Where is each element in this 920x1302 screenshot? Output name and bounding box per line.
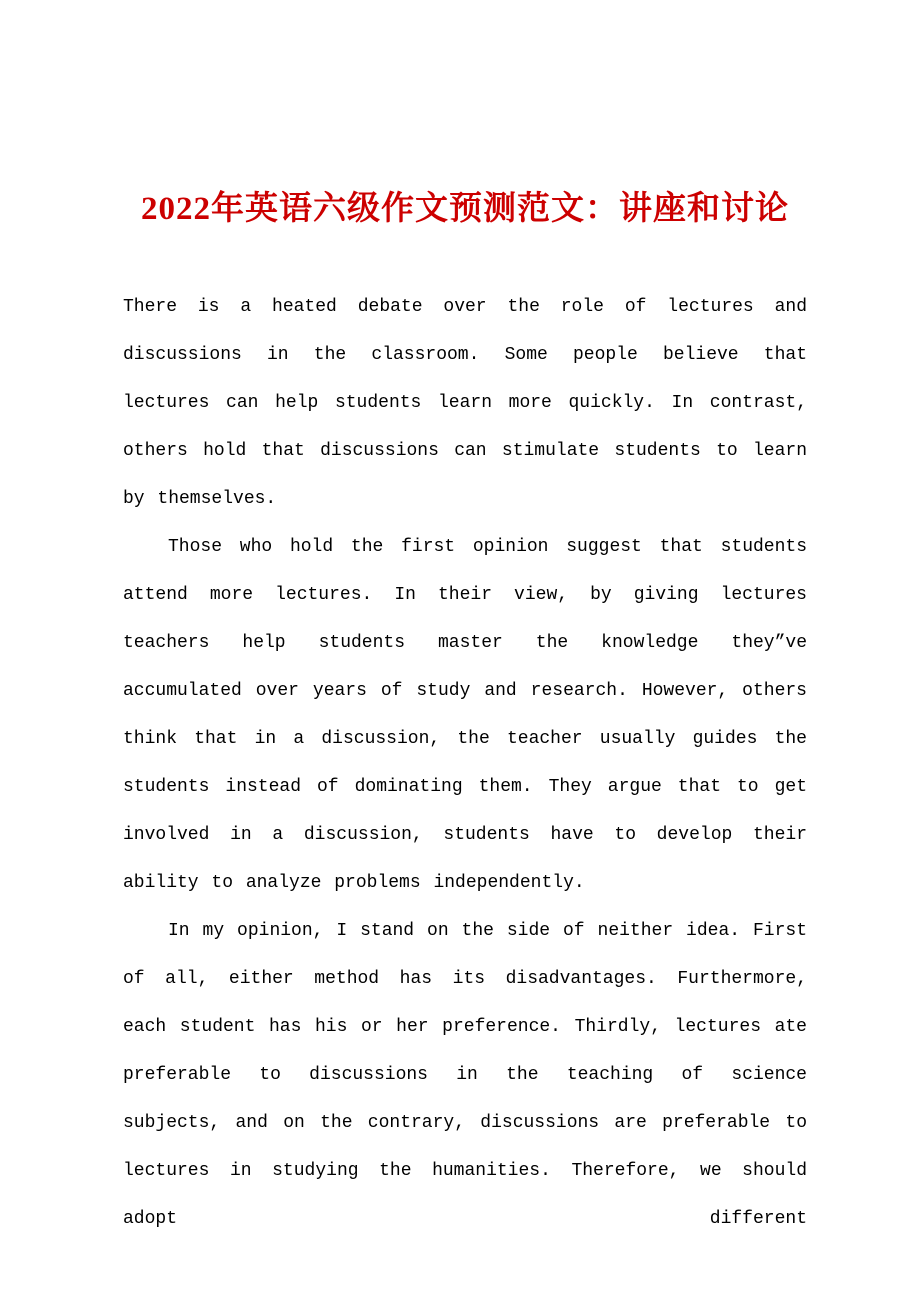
paragraph-2: Those who hold the first opinion suggest that students attend more lectures. In their view, by giving lectures teachers help students master the knowledge they”ve accumulated over years of study and research. However, others think that in a discussion, the teacher usually guides the students instead of dominating them. They argue that to get involved in a discussion, students have to develop their ability to analyze problems independently. xyxy=(123,536,807,893)
document-title: 2022年英语六级作文预测范文：讲座和讨论 xyxy=(141,191,789,227)
paragraph-1: There is a heated debate over the role of lectures and discussions in the classroom. Some people believe that lectures can help students learn more quickly. In contrast, others hold that discussions can stimulate students to learn by themselves. xyxy=(123,296,807,509)
document-body xyxy=(123,283,807,1243)
paragraph-3: In my opinion, I stand on the side of neither idea. First of all, either method has its disadvantages. Furthermore, each student has his or her preference. Thirdly, lectures ate preferable to discussions in the teaching of science subjects, and on the contrary, discussions are preferable to lectures in studying the humanities. Therefore, we should adopt different xyxy=(123,920,807,1229)
